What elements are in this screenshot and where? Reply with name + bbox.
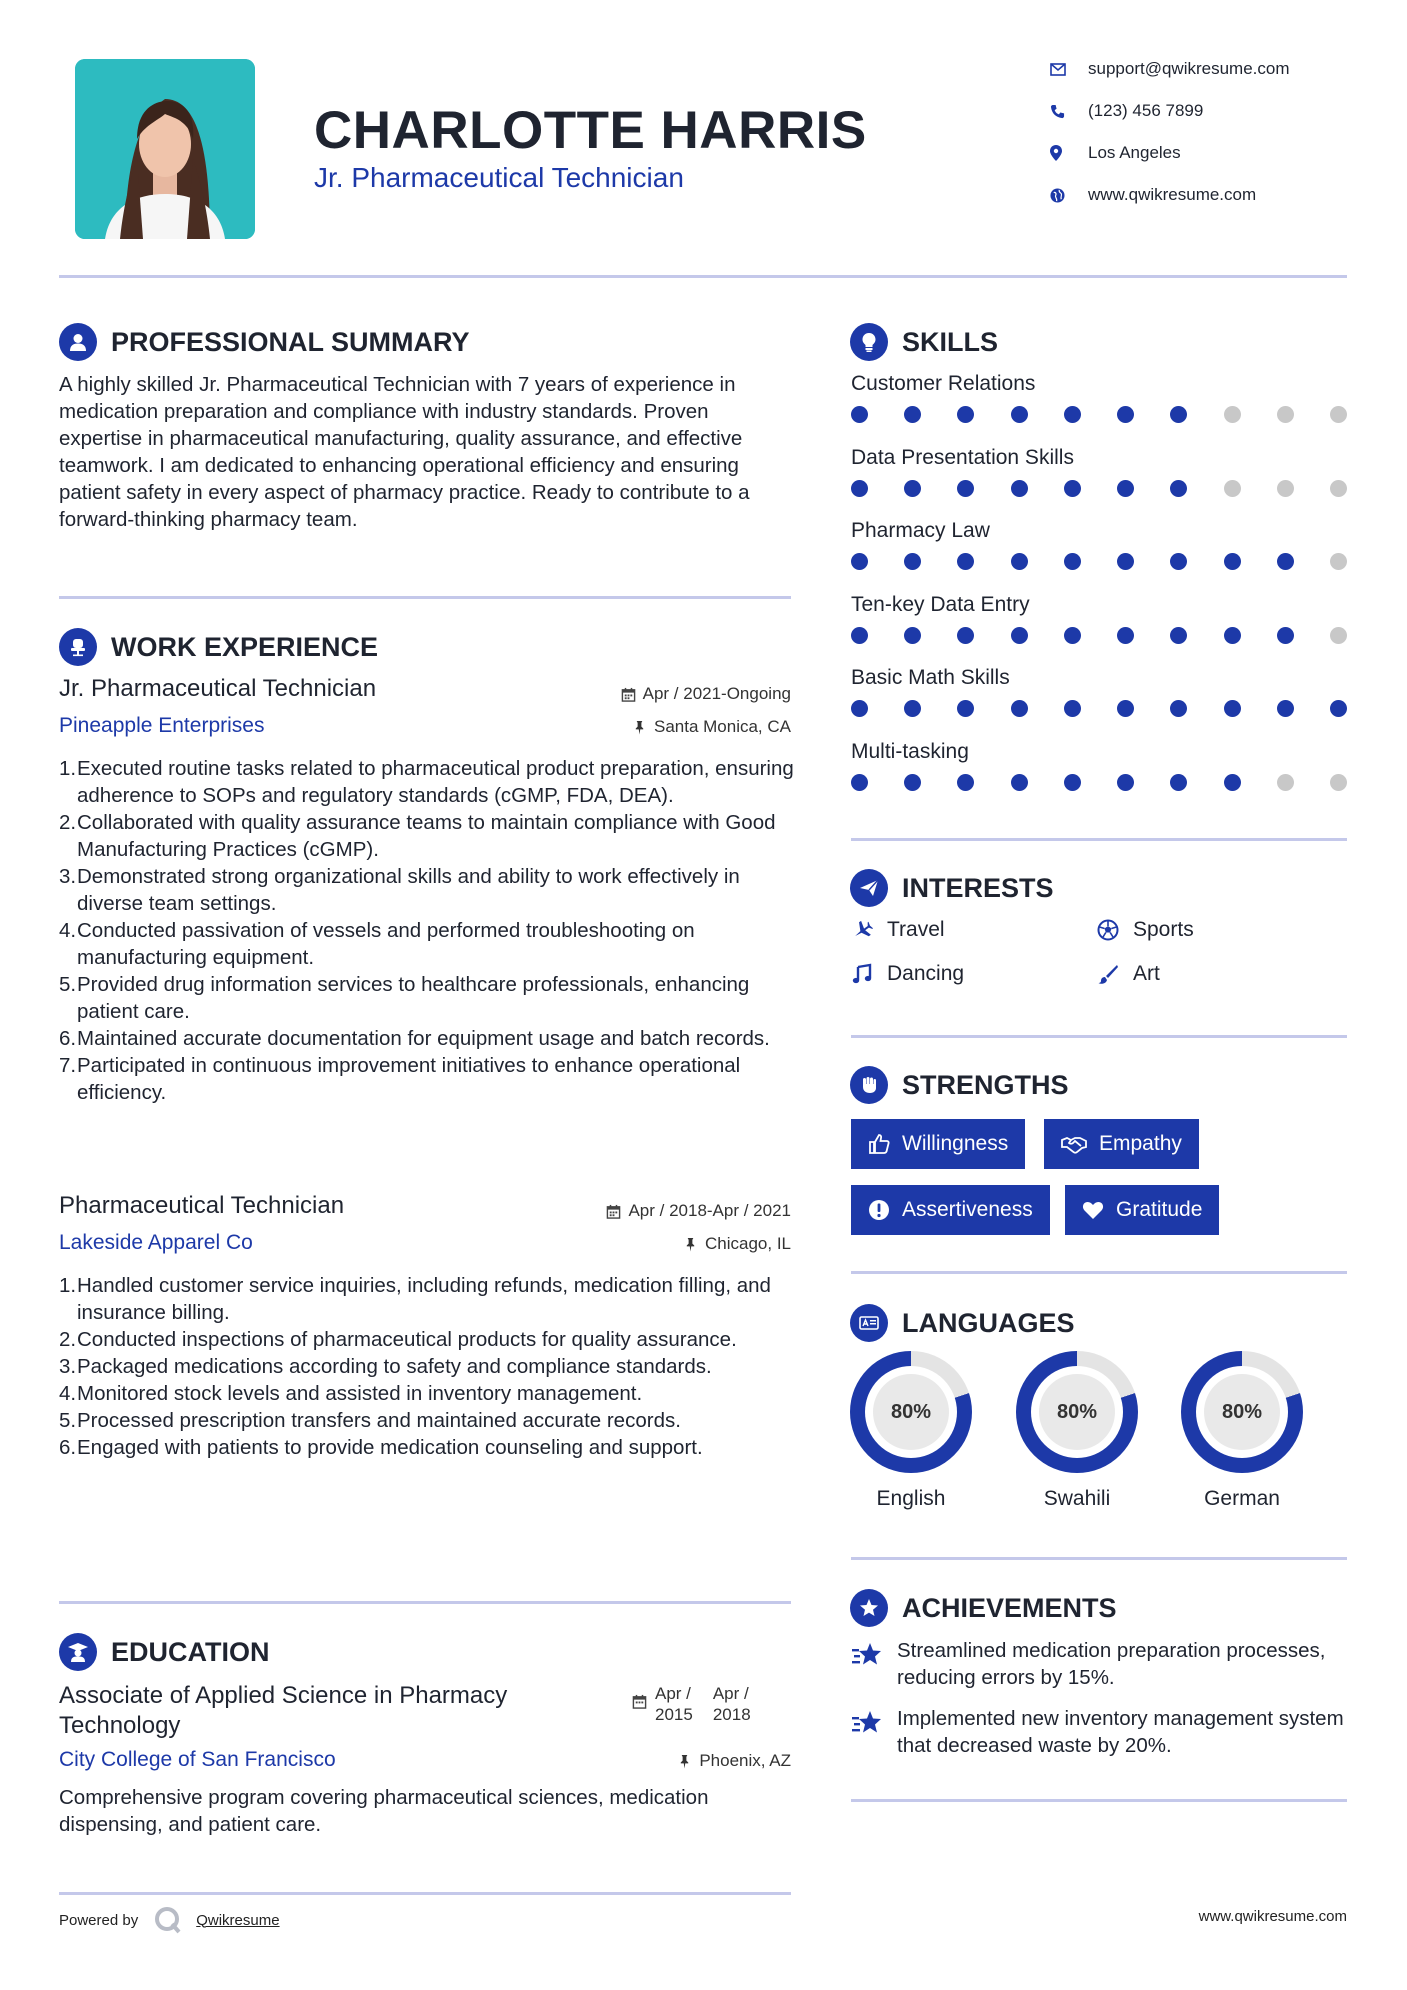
strength-label: Willingness <box>902 1132 1009 1155</box>
skill-dot-filled <box>1117 553 1134 570</box>
skill-dot-filled <box>851 553 868 570</box>
skill-dot-filled <box>851 774 868 791</box>
skill-dot-filled <box>1277 553 1294 570</box>
achievement-item <box>851 1705 1347 1759</box>
skills-title: SKILLS <box>902 326 999 357</box>
skill-dot-filled <box>1064 627 1081 644</box>
list-item: 3. Demonstrated strong organizational skills and ability to work effectively in diverse team settings. <box>59 865 740 915</box>
job-2-title: Pharmaceutical Technician <box>59 1192 345 1219</box>
work-divider <box>59 1601 791 1604</box>
phone-icon <box>1050 104 1088 119</box>
skill-dot-filled <box>957 700 974 717</box>
list-item: 2. Collaborated with quality assurance teams to maintain compliance with Good Manufacturing Practices (cGMP). <box>59 811 776 861</box>
skill-dot-empty <box>1277 774 1294 791</box>
job-2-company[interactable]: Lakeside Apparel Co <box>59 1231 253 1254</box>
skill-dot-filled <box>1330 700 1347 717</box>
skill-dot-empty <box>1330 406 1347 423</box>
strength-chip-gratitude <box>1065 1185 1219 1235</box>
exclamation-circle-icon <box>868 1199 890 1221</box>
skill-dot-filled <box>1064 700 1081 717</box>
skill-rating <box>851 774 1347 791</box>
job-2-location-text: Chicago, IL <box>705 1234 791 1253</box>
strengths-title: STRENGTHS <box>902 1069 1069 1100</box>
job-1-bullets <box>59 755 799 1106</box>
skill-dot-empty <box>1330 553 1347 570</box>
footer-divider <box>59 1892 791 1895</box>
school-name[interactable]: City College of San Francisco <box>59 1748 336 1771</box>
job-2-bullets <box>59 1272 799 1461</box>
skill-dot-filled <box>1064 553 1081 570</box>
skill-row <box>851 593 1347 667</box>
interest-label: Dancing <box>887 962 965 985</box>
list-item: 6. Engaged with patients to provide medication counseling and support. <box>59 1436 703 1459</box>
interest-sports <box>1097 918 1194 942</box>
education-title: EDUCATION <box>111 1636 270 1667</box>
skills-divider <box>851 838 1347 841</box>
contact-location <box>1050 138 1350 168</box>
skill-dot-filled <box>904 553 921 570</box>
summary-text: A highly skilled Jr. Pharmaceutical Technician with 7 years of experience in medication preparation and compliance with industry standards. Proven expertise in pharmaceutical manufacturing, quality assurance, and effective teamwork. I am dedicated to enhancing operational efficiency and ensuring patient safety in every aspect of pharmacy practice. Ready to contribute to a forward-thinking pharmacy team. <box>59 373 750 531</box>
education-description: Comprehensive program covering pharmaceutical sciences, medication dispensing, and patient care. <box>59 1786 709 1836</box>
language-percent: 80% <box>873 1374 949 1450</box>
interest-label: Sports <box>1133 918 1194 941</box>
skill-name: Data Presentation Skills <box>851 445 1074 469</box>
language-name: German <box>1204 1487 1280 1510</box>
contact-phone[interactable] <box>1050 96 1350 126</box>
interest-dancing <box>851 962 964 986</box>
job-2-date-text: Apr / 2018-Apr / 2021 <box>628 1201 791 1220</box>
powered-by <box>59 1904 280 1936</box>
achievements-title: ACHIEVEMENTS <box>902 1592 1117 1623</box>
skill-dot-filled <box>1277 627 1294 644</box>
skill-dot-filled <box>957 480 974 497</box>
calendar-icon <box>621 687 636 702</box>
list-item: 5. Provided drug information services to healthcare professionals, enhancing patient care. <box>59 973 750 1023</box>
list-item: 4. Conducted passivation of vessels and performed troubleshooting on manufacturing equipment. <box>59 919 695 969</box>
education-end: Apr / 2018 <box>712 1684 751 1724</box>
skill-dot-filled <box>904 774 921 791</box>
skill-dot-empty <box>1277 406 1294 423</box>
language-english <box>850 1351 972 1511</box>
degree-title <box>59 1681 507 1741</box>
briefcase-chair-icon <box>59 628 97 666</box>
contact-location-text: Los Angeles <box>1088 143 1181 162</box>
skill-dot-empty <box>1224 406 1241 423</box>
skill-dot-filled <box>1011 774 1028 791</box>
portrait-image <box>75 59 255 239</box>
skill-dot-filled <box>957 627 974 644</box>
skill-dot-filled <box>1224 700 1241 717</box>
language-ring <box>1181 1351 1303 1473</box>
soccer-ball-icon <box>1097 919 1119 941</box>
skill-rating <box>851 406 1347 423</box>
skill-dot-filled <box>1277 700 1294 717</box>
skill-dot-filled <box>1064 406 1081 423</box>
skill-dot-filled <box>1117 774 1134 791</box>
achievement-item <box>851 1637 1347 1691</box>
star-icon <box>851 1640 885 1670</box>
job-1-date-text: Apr / 2021-Ongoing <box>642 684 791 703</box>
skills-list <box>851 372 1347 813</box>
skill-dot-filled <box>1011 480 1028 497</box>
language-german <box>1181 1351 1303 1511</box>
skill-dot-filled <box>904 700 921 717</box>
job-1-title: Jr. Pharmaceutical Technician <box>59 675 377 702</box>
skill-dot-filled <box>1117 700 1134 717</box>
skill-dot-filled <box>1170 627 1187 644</box>
list-item: 2. Conducted inspections of pharmaceutical products for quality assurance. <box>59 1328 737 1351</box>
skill-dot-filled <box>904 480 921 497</box>
language-percent: 80% <box>1039 1374 1115 1450</box>
skill-dot-filled <box>1011 406 1028 423</box>
languages-heading <box>850 1304 1075 1342</box>
list-item: 1. Executed routine tasks related to pharmaceutical product preparation, ensuring adherence to SOPs and regulatory standards (cGMP, FDA, DEA). <box>59 757 794 807</box>
skill-rating <box>851 627 1347 644</box>
lightbulb-icon <box>850 323 888 361</box>
skill-dot-filled <box>1117 406 1134 423</box>
skill-dot-filled <box>1170 700 1187 717</box>
work-title: WORK EXPERIENCE <box>111 631 379 662</box>
achievement-text: Streamlined medication preparation processes, reducing errors by 15%. <box>897 1639 1326 1689</box>
pushpin-icon <box>677 1754 692 1769</box>
skill-name: Ten-key Data Entry <box>851 592 1030 616</box>
job-1-location <box>490 717 791 737</box>
interest-travel <box>851 918 945 942</box>
languages-title: LANGUAGES <box>902 1307 1075 1338</box>
qwikresume-link[interactable]: Qwikresume <box>196 1911 280 1929</box>
skill-dot-filled <box>1224 774 1241 791</box>
skill-dot-empty <box>1330 774 1347 791</box>
achievements-divider <box>851 1799 1347 1802</box>
achievements-heading <box>850 1589 1117 1627</box>
fist-icon <box>850 1066 888 1104</box>
language-name: English <box>876 1487 946 1510</box>
skill-dot-filled <box>1224 627 1241 644</box>
skill-dot-filled <box>1170 480 1187 497</box>
paper-plane-icon <box>850 869 888 907</box>
job-2-location <box>490 1234 791 1254</box>
skill-dot-filled <box>1117 627 1134 644</box>
skill-dot-filled <box>1170 406 1187 423</box>
map-pin-icon <box>1050 145 1088 161</box>
skill-dot-filled <box>1011 700 1028 717</box>
strength-chip-assertiveness <box>851 1185 1050 1235</box>
interest-label: Art <box>1133 962 1160 985</box>
skill-dot-filled <box>957 406 974 423</box>
summary-title: PROFESSIONAL SUMMARY <box>111 326 470 357</box>
list-item: 4. Monitored stock levels and assisted in inventory management. <box>59 1382 643 1405</box>
education-dates <box>632 1683 751 1725</box>
contact-email-text: support@qwikresume.com <box>1088 59 1290 78</box>
contact-website-text: www.qwikresume.com <box>1088 185 1257 204</box>
skill-dot-filled <box>851 700 868 717</box>
heart-icon <box>1082 1199 1104 1221</box>
job-1-date <box>490 684 791 704</box>
interest-art <box>1097 962 1160 986</box>
envelope-icon <box>1050 63 1088 76</box>
skill-dot-filled <box>904 406 921 423</box>
star-badge-icon <box>850 1589 888 1627</box>
skill-dot-filled <box>1224 553 1241 570</box>
skill-dot-filled <box>851 627 868 644</box>
job-1-location-text: Santa Monica, CA <box>653 717 791 736</box>
skill-dot-filled <box>851 480 868 497</box>
list-item: 6. Maintained accurate documentation for equipment usage and batch records. <box>59 1027 770 1050</box>
header-divider <box>59 275 1347 278</box>
skill-rating <box>851 480 1347 497</box>
skill-dot-empty <box>1330 627 1347 644</box>
skill-rating <box>851 700 1347 717</box>
skill-dot-empty <box>1277 480 1294 497</box>
summary-heading <box>59 323 470 361</box>
interest-label: Travel <box>887 918 945 941</box>
pushpin-icon <box>683 1237 698 1252</box>
strength-label: Assertiveness <box>902 1198 1033 1221</box>
graduate-icon <box>59 1633 97 1671</box>
translate-icon <box>850 1304 888 1342</box>
work-heading <box>59 628 378 666</box>
strengths-divider <box>851 1271 1347 1274</box>
skill-dot-filled <box>1170 553 1187 570</box>
qwikresume-logo-icon <box>152 1904 184 1936</box>
paintbrush-icon <box>1097 963 1119 985</box>
achievement-text: Implemented new inventory management system that decreased waste by 20%. <box>897 1707 1344 1757</box>
education-heading <box>59 1633 270 1671</box>
list-item: 1. Handled customer service inquiries, including refunds, medication filling, and insurance billing. <box>59 1274 771 1324</box>
skills-heading <box>850 323 998 361</box>
skill-dot-filled <box>904 627 921 644</box>
pushpin-icon <box>632 720 647 735</box>
star-icon <box>851 1708 885 1738</box>
languages-divider <box>851 1557 1347 1560</box>
powered-by-label: Powered by <box>59 1911 139 1929</box>
education-start: Apr / 2015 <box>655 1684 693 1724</box>
interests-heading <box>850 869 1054 907</box>
handshake-icon <box>1061 1133 1087 1155</box>
skill-row <box>851 740 1347 814</box>
summary-divider <box>59 596 791 599</box>
language-ring <box>850 1351 972 1473</box>
thumbs-up-icon <box>868 1133 890 1155</box>
skill-row <box>851 519 1347 593</box>
list-item: 7. Participated in continuous improvement initiatives to enhance operational efficiency. <box>59 1054 741 1104</box>
strengths-heading <box>850 1066 1069 1104</box>
language-swahili <box>1016 1351 1138 1511</box>
skill-name: Pharmacy Law <box>851 519 990 542</box>
strength-label: Empathy <box>1099 1132 1182 1155</box>
user-icon <box>59 323 97 361</box>
skill-dot-filled <box>1011 627 1028 644</box>
skill-dot-empty <box>1330 480 1347 497</box>
plane-icon <box>851 919 873 941</box>
list-item: 3. Packaged medications according to safety and compliance standards. <box>59 1355 712 1378</box>
candidate-role: Jr. Pharmaceutical Technician <box>314 162 684 193</box>
skill-dot-filled <box>1064 774 1081 791</box>
skill-dot-filled <box>1064 480 1081 497</box>
strength-chip-empathy <box>1044 1119 1199 1169</box>
skill-dot-filled <box>1170 774 1187 791</box>
skill-dot-filled <box>1117 480 1134 497</box>
degree-line-2: Technology <box>59 1712 181 1739</box>
footer-url[interactable]: www.qwikresume.com <box>1198 1908 1347 1925</box>
education-location-text: Phoenix, AZ <box>699 1751 791 1770</box>
language-percent: 80% <box>1204 1374 1280 1450</box>
skill-dot-filled <box>1011 553 1028 570</box>
skill-dot-filled <box>851 406 868 423</box>
skill-name: Basic Math Skills <box>851 666 1010 689</box>
job-2-date <box>490 1201 791 1221</box>
job-1-company[interactable]: Pineapple Enterprises <box>59 714 265 737</box>
skill-dot-empty <box>1224 480 1241 497</box>
profile-photo <box>75 59 255 239</box>
calendar-icon <box>632 1694 647 1709</box>
education-location <box>490 1751 791 1771</box>
globe-icon <box>1050 188 1088 203</box>
skill-row <box>851 666 1347 740</box>
interests-divider <box>851 1035 1347 1038</box>
calendar-icon <box>606 1204 621 1219</box>
list-item: 5. Processed prescription transfers and maintained accurate records. <box>59 1409 681 1432</box>
strength-label: Gratitude <box>1116 1198 1203 1221</box>
contact-phone-text: (123) 456 7899 <box>1088 101 1204 120</box>
music-note-icon <box>851 963 873 985</box>
degree-line-1: Associate of Applied Science in Pharmacy <box>59 1682 508 1709</box>
contact-email[interactable] <box>1050 54 1350 84</box>
interests-title: INTERESTS <box>902 872 1054 903</box>
skill-name: Multi-tasking <box>851 739 969 763</box>
contact-website[interactable] <box>1050 180 1350 210</box>
skill-row <box>851 446 1347 520</box>
skill-row <box>851 372 1347 446</box>
skill-dot-filled <box>957 774 974 791</box>
language-name: Swahili <box>1043 1487 1111 1510</box>
skill-dot-filled <box>957 553 974 570</box>
candidate-name: CHARLOTTE HARRIS <box>314 101 867 160</box>
strength-chip-willingness <box>851 1119 1025 1169</box>
language-ring <box>1016 1351 1138 1473</box>
skill-name: Customer Relations <box>851 372 1036 395</box>
skill-rating <box>851 553 1347 570</box>
